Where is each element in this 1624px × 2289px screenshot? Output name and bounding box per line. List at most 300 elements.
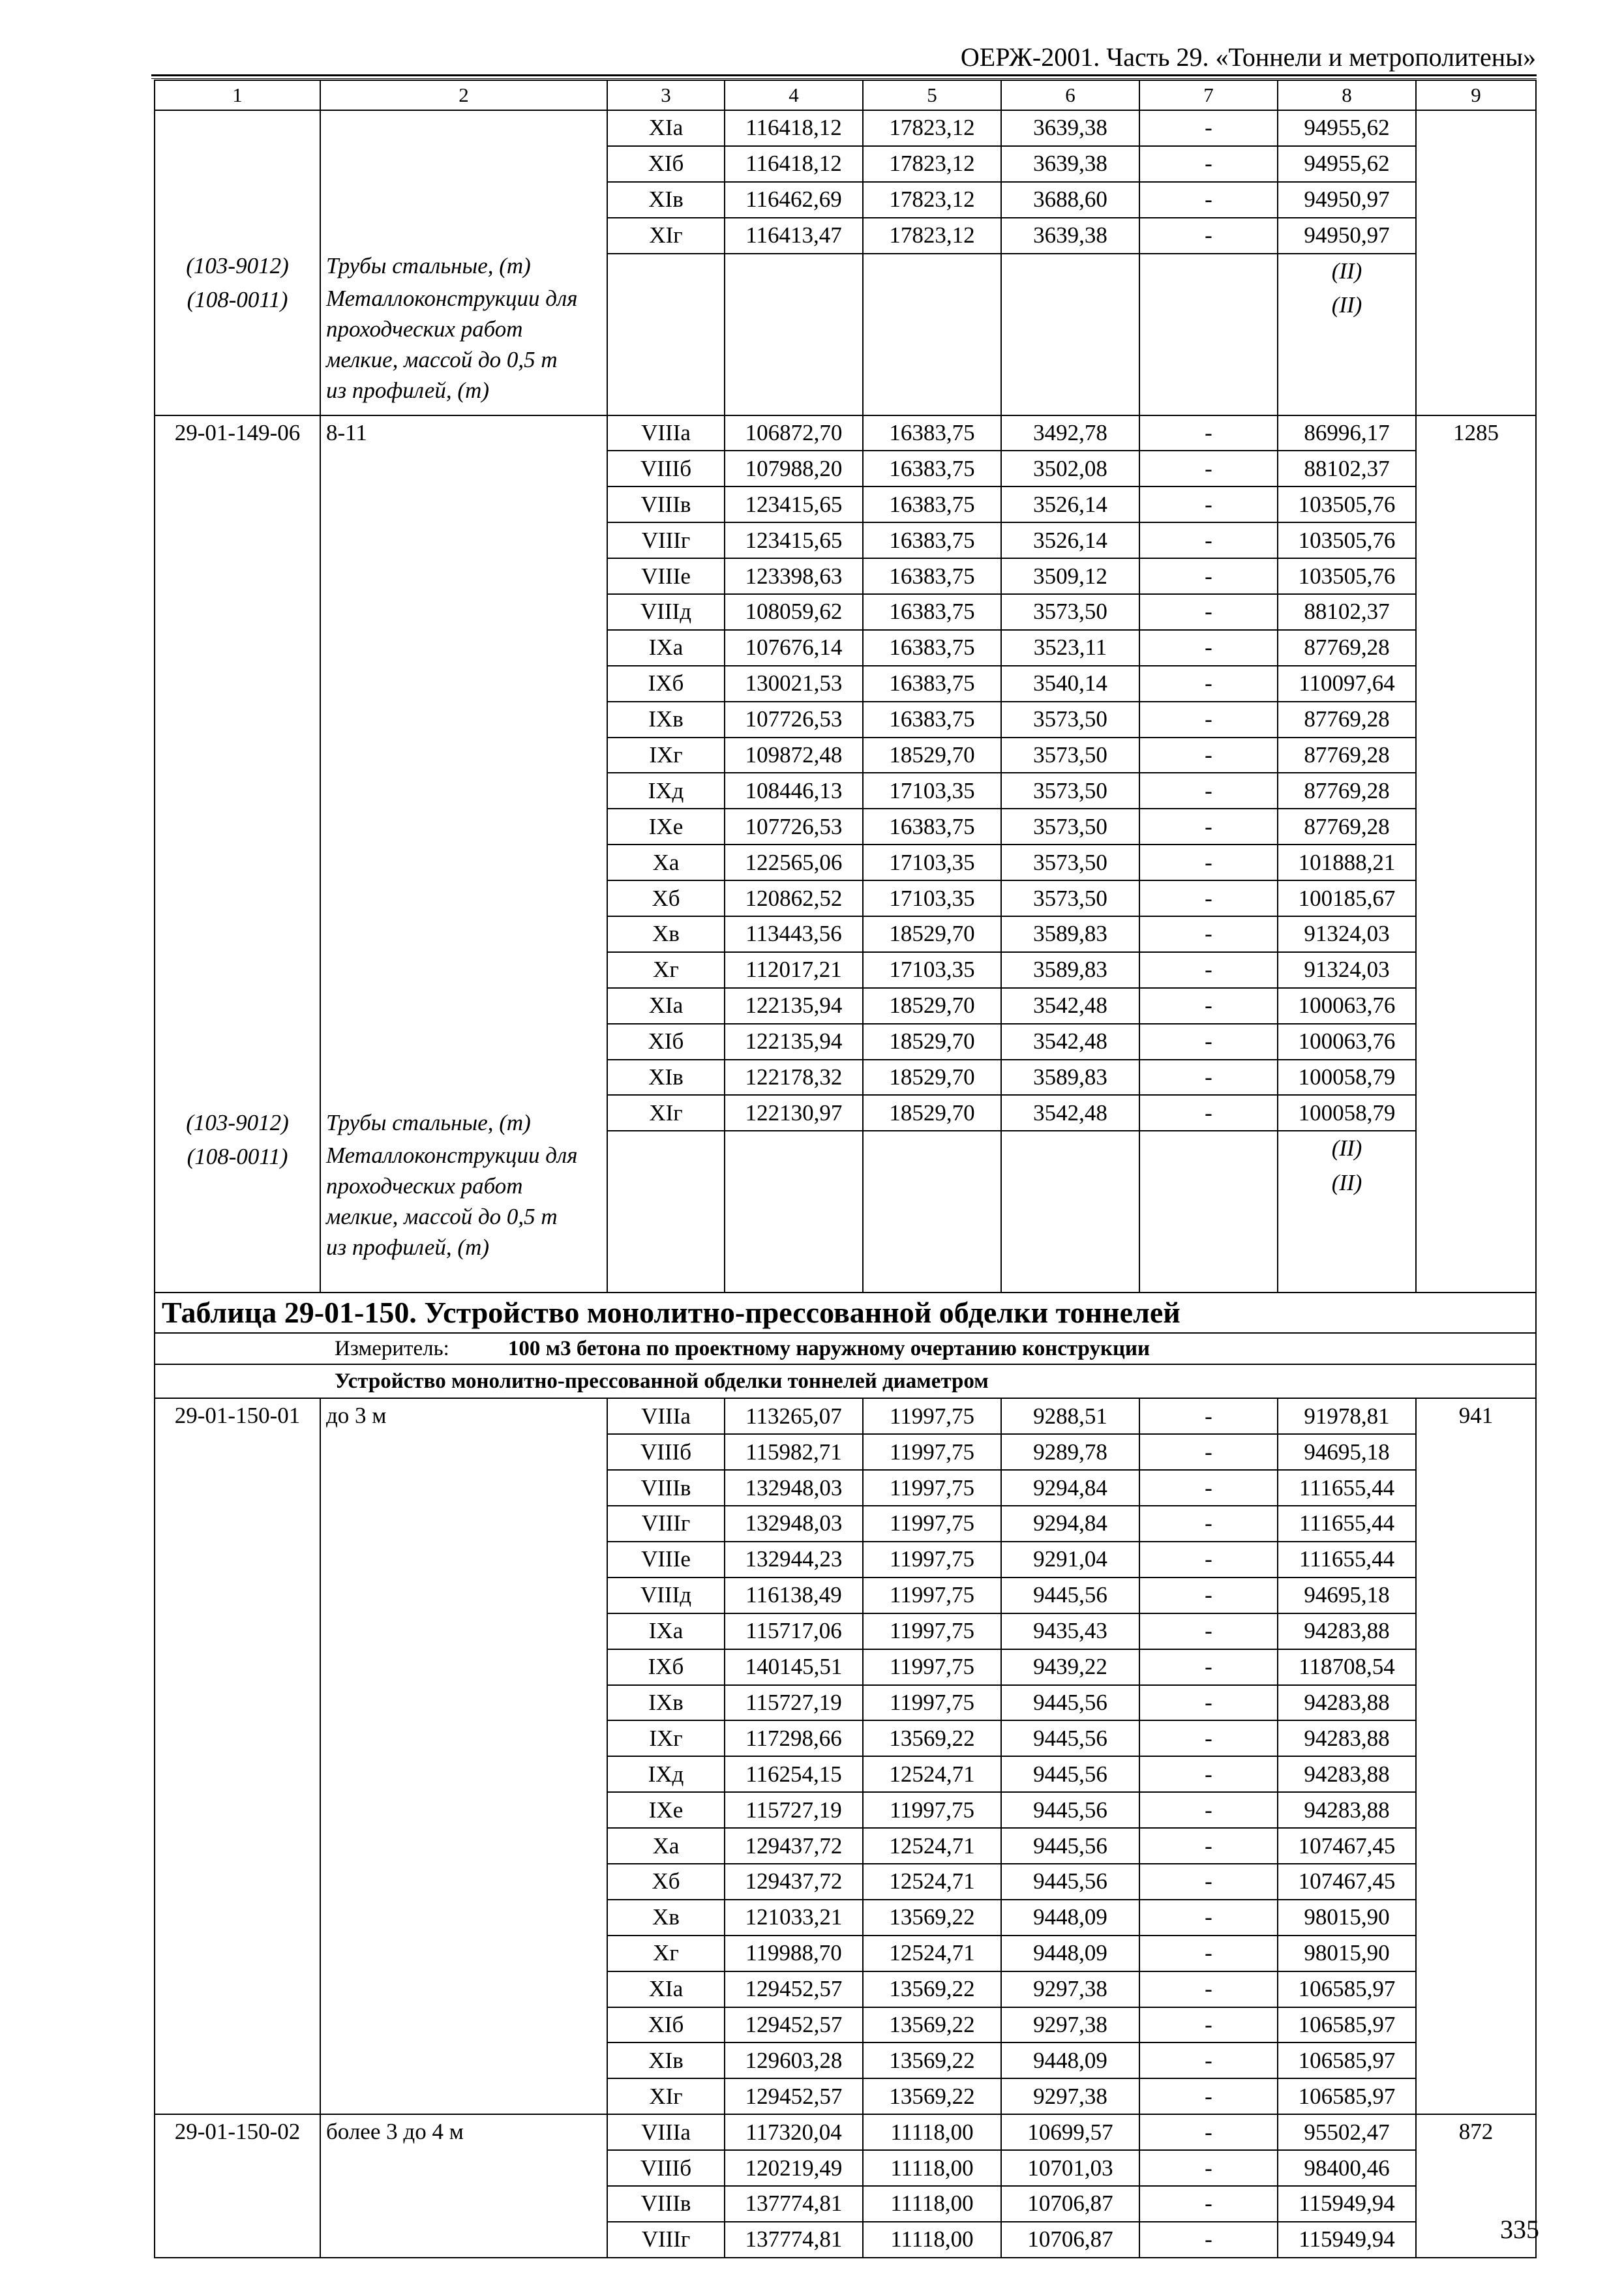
total-cost: 120862,52	[725, 880, 863, 916]
machines: 3573,50	[1001, 594, 1139, 630]
materials: 101888,21	[1278, 845, 1416, 880]
machines: 9297,38	[1001, 2007, 1139, 2043]
total-cost: 117298,66	[725, 1720, 863, 1756]
total-cost: 113443,56	[725, 916, 863, 952]
wages: 13569,22	[863, 2007, 1001, 2043]
total-cost: 122135,94	[725, 1024, 863, 1060]
region-code: VIIIд	[607, 594, 725, 630]
col9-value: 941	[1458, 1403, 1494, 1429]
total-cost: 108059,62	[725, 594, 863, 630]
wages: 11997,75	[863, 1470, 1001, 1506]
col9-cell	[1416, 415, 1536, 1293]
resource-code: (103-9012)	[186, 252, 289, 278]
resource-mark: (II)	[1331, 258, 1362, 284]
column-number: 4	[725, 80, 863, 110]
measure-row	[155, 1333, 1536, 1364]
resource-marks	[1278, 254, 1416, 415]
machines: 9294,84	[1001, 1470, 1139, 1506]
machines: 3542,48	[1001, 1095, 1139, 1131]
materials: 115949,94	[1278, 2222, 1416, 2258]
region-code: VIIIб	[607, 1434, 725, 1470]
materials: 87769,28	[1278, 630, 1416, 666]
materials-excl: -	[1139, 1685, 1278, 1721]
wages: 11118,00	[863, 2114, 1001, 2150]
total-cost: 107726,53	[725, 702, 863, 738]
resource-name-line: проходческих работ	[326, 316, 523, 342]
empty-cell	[725, 1131, 863, 1293]
total-cost: 137774,81	[725, 2186, 863, 2222]
materials: 94695,18	[1278, 1434, 1416, 1470]
materials: 87769,28	[1278, 738, 1416, 773]
item-description: до 3 м	[326, 1403, 387, 1429]
wages: 11118,00	[863, 2222, 1001, 2258]
wages: 11997,75	[863, 1649, 1001, 1685]
region-code: XIб	[607, 2007, 725, 2043]
materials: 111655,44	[1278, 1542, 1416, 1578]
total-cost: 117320,04	[725, 2114, 863, 2150]
materials-excl: -	[1139, 702, 1278, 738]
materials-excl: -	[1139, 916, 1278, 952]
region-code: XIб	[607, 1024, 725, 1060]
column-number: 5	[863, 80, 1001, 110]
description-cell	[320, 110, 607, 415]
header-rule-thin	[151, 78, 1537, 79]
resource-code: (108-0011)	[187, 1144, 288, 1170]
page-number: 335	[1500, 2215, 1539, 2244]
materials-excl: -	[1139, 666, 1278, 702]
machines: 3573,50	[1001, 738, 1139, 773]
wages: 11997,75	[863, 1542, 1001, 1578]
total-cost: 108446,13	[725, 773, 863, 809]
machines: 9439,22	[1001, 1649, 1139, 1685]
machines: 3573,50	[1001, 845, 1139, 880]
region-code: VIIIa	[607, 2114, 725, 2150]
materials: 115949,94	[1278, 2186, 1416, 2222]
empty-cell	[1001, 1131, 1139, 1293]
materials-excl: -	[1139, 1613, 1278, 1649]
resource-mark: (II)	[1331, 1135, 1362, 1161]
materials: 98015,90	[1278, 1936, 1416, 1971]
materials: 94955,62	[1278, 146, 1416, 182]
materials: 103505,76	[1278, 486, 1416, 522]
resource-mark: (II)	[1331, 292, 1362, 318]
empty-cell	[607, 254, 725, 415]
machines: 9448,09	[1001, 1936, 1139, 1971]
materials: 94283,88	[1278, 1792, 1416, 1828]
total-cost: 123415,65	[725, 522, 863, 558]
materials-excl: -	[1139, 1720, 1278, 1756]
materials-excl: -	[1139, 522, 1278, 558]
wages: 16383,75	[863, 809, 1001, 845]
total-cost: 107726,53	[725, 809, 863, 845]
materials-excl: -	[1139, 146, 1278, 182]
region-code: VIIIг	[607, 522, 725, 558]
region-code: XIг	[607, 2078, 725, 2114]
wages: 17823,12	[863, 182, 1001, 218]
materials-excl: -	[1139, 1542, 1278, 1578]
materials: 100063,76	[1278, 1024, 1416, 1060]
region-code: VIIIб	[607, 2150, 725, 2186]
machines: 3542,48	[1001, 1024, 1139, 1060]
materials: 94283,88	[1278, 1720, 1416, 1756]
total-cost: 140145,51	[725, 1649, 863, 1685]
wages: 11997,75	[863, 1685, 1001, 1721]
materials-excl: -	[1139, 952, 1278, 988]
total-cost: 132944,23	[725, 1542, 863, 1578]
total-cost: 122178,32	[725, 1060, 863, 1096]
materials-excl: -	[1139, 1756, 1278, 1792]
wages: 11997,75	[863, 1613, 1001, 1649]
machines: 3523,11	[1001, 630, 1139, 666]
column-number: 1	[155, 80, 320, 110]
materials-excl: -	[1139, 773, 1278, 809]
resource-name-line: мелкие, массой до 0,5 т	[326, 1204, 558, 1230]
region-code: Xв	[607, 1900, 725, 1936]
wages: 17823,12	[863, 146, 1001, 182]
item-code: 29-01-150-02	[174, 2119, 301, 2145]
description-cell	[320, 415, 607, 1293]
resource-name: Трубы стальные, (т)	[326, 252, 531, 278]
wages: 16383,75	[863, 630, 1001, 666]
wages: 17823,12	[863, 110, 1001, 146]
total-cost: 106872,70	[725, 415, 863, 451]
table-row	[155, 110, 1536, 146]
region-code: XIa	[607, 988, 725, 1024]
wages: 12524,71	[863, 1936, 1001, 1971]
resource-name-line: мелкие, массой до 0,5 т	[326, 347, 558, 373]
machines: 3589,83	[1001, 952, 1139, 988]
machines: 9445,56	[1001, 1756, 1139, 1792]
total-cost: 109872,48	[725, 738, 863, 773]
wages: 16383,75	[863, 486, 1001, 522]
materials: 87769,28	[1278, 702, 1416, 738]
item-code: 29-01-150-01	[174, 1403, 301, 1429]
column-number: 7	[1139, 80, 1278, 110]
resource-name-line: из профилей, (т)	[326, 1234, 490, 1261]
materials-excl: -	[1139, 1864, 1278, 1900]
materials-excl: -	[1139, 2114, 1278, 2150]
region-code: IXе	[607, 1792, 725, 1828]
total-cost: 132948,03	[725, 1506, 863, 1542]
materials-excl: -	[1139, 1578, 1278, 1613]
running-header: ОЕРЖ-2001. Часть 29. «Тоннели и метрополитены»	[960, 42, 1536, 72]
total-cost: 116413,47	[725, 218, 863, 254]
materials: 86996,17	[1278, 415, 1416, 451]
col9-value: 1285	[1453, 419, 1499, 445]
region-code: IXд	[607, 1756, 725, 1792]
materials: 94695,18	[1278, 1578, 1416, 1613]
wages: 13569,22	[863, 1720, 1001, 1756]
column-numbers-row	[155, 80, 1536, 110]
total-cost: 115982,71	[725, 1434, 863, 1470]
total-cost: 129452,57	[725, 1971, 863, 2007]
wages: 16383,75	[863, 702, 1001, 738]
machines: 9289,78	[1001, 1434, 1139, 1470]
total-cost: 116418,12	[725, 110, 863, 146]
materials: 100058,79	[1278, 1095, 1416, 1131]
materials-excl: -	[1139, 809, 1278, 845]
empty-cell	[863, 254, 1001, 415]
subheading-row	[155, 1364, 1536, 1398]
machines: 3573,50	[1001, 880, 1139, 916]
table-row	[155, 2114, 1536, 2150]
machines: 3688,60	[1001, 182, 1139, 218]
resource-name-line: Металлоконструкции для	[326, 286, 578, 312]
region-code: XIб	[607, 146, 725, 182]
resource-code: (108-0011)	[187, 287, 288, 313]
measure-label: Измеритель:	[335, 1337, 449, 1361]
materials: 94955,62	[1278, 110, 1416, 146]
description-cell	[320, 1398, 607, 2114]
total-cost: 122135,94	[725, 988, 863, 1024]
region-code: Xa	[607, 845, 725, 880]
wages: 16383,75	[863, 415, 1001, 451]
region-code: Xб	[607, 880, 725, 916]
materials: 94950,97	[1278, 218, 1416, 254]
wages: 17103,35	[863, 880, 1001, 916]
machines: 10706,87	[1001, 2222, 1139, 2258]
materials-excl: -	[1139, 738, 1278, 773]
materials-excl: -	[1139, 1398, 1278, 1434]
item-description: 8-11	[326, 419, 367, 445]
wages: 13569,22	[863, 2042, 1001, 2078]
empty-cell	[725, 254, 863, 415]
item-description: более 3 до 4 м	[326, 2119, 464, 2145]
total-cost: 129603,28	[725, 2042, 863, 2078]
wages: 16383,75	[863, 666, 1001, 702]
region-code: IXг	[607, 1720, 725, 1756]
col9-cell	[1416, 1398, 1536, 2114]
region-code: IXе	[607, 809, 725, 845]
total-cost: 129437,72	[725, 1828, 863, 1864]
materials: 88102,37	[1278, 594, 1416, 630]
materials: 106585,97	[1278, 2042, 1416, 2078]
materials-excl: -	[1139, 988, 1278, 1024]
machines: 3526,14	[1001, 486, 1139, 522]
resource-name-line: из профилей, (т)	[326, 378, 490, 404]
region-code: VIIIa	[607, 1398, 725, 1434]
materials: 106585,97	[1278, 1971, 1416, 2007]
wages: 16383,75	[863, 558, 1001, 594]
materials: 98015,90	[1278, 1900, 1416, 1936]
total-cost: 123398,63	[725, 558, 863, 594]
materials-excl: -	[1139, 1936, 1278, 1971]
wages: 11118,00	[863, 2150, 1001, 2186]
code-cell	[155, 2114, 320, 2258]
materials: 111655,44	[1278, 1506, 1416, 1542]
materials-excl: -	[1139, 2042, 1278, 2078]
machines: 9297,38	[1001, 2078, 1139, 2114]
region-code: Xв	[607, 916, 725, 952]
materials: 91324,03	[1278, 952, 1416, 988]
machines: 9448,09	[1001, 2042, 1139, 2078]
machines: 9445,56	[1001, 1685, 1139, 1721]
region-code: IXв	[607, 1685, 725, 1721]
region-code: VIIIе	[607, 1542, 725, 1578]
region-code: VIIIв	[607, 1470, 725, 1506]
materials: 106585,97	[1278, 2007, 1416, 2043]
total-cost: 115727,19	[725, 1792, 863, 1828]
region-code: VIIIa	[607, 415, 725, 451]
machines: 9445,56	[1001, 1864, 1139, 1900]
col9-value: 872	[1458, 2119, 1494, 2145]
materials-excl: -	[1139, 1792, 1278, 1828]
machines: 9445,56	[1001, 1828, 1139, 1864]
region-code: XIa	[607, 1971, 725, 2007]
wages: 18529,70	[863, 1024, 1001, 1060]
total-cost: 129452,57	[725, 2007, 863, 2043]
machines: 9448,09	[1001, 1900, 1139, 1936]
region-code: VIIIд	[607, 1578, 725, 1613]
region-code: VIIIе	[607, 558, 725, 594]
materials-excl: -	[1139, 2186, 1278, 2222]
materials-excl: -	[1139, 845, 1278, 880]
machines: 3492,78	[1001, 415, 1139, 451]
description-cell	[320, 2114, 607, 2258]
materials: 118708,54	[1278, 1649, 1416, 1685]
total-cost: 122565,06	[725, 845, 863, 880]
wages: 18529,70	[863, 988, 1001, 1024]
materials: 106585,97	[1278, 2078, 1416, 2114]
total-cost: 129452,57	[725, 2078, 863, 2114]
total-cost: 119988,70	[725, 1936, 863, 1971]
materials: 100058,79	[1278, 1060, 1416, 1096]
total-cost: 122130,97	[725, 1095, 863, 1131]
wages: 12524,71	[863, 1828, 1001, 1864]
wages: 17103,35	[863, 845, 1001, 880]
total-cost: 123415,65	[725, 486, 863, 522]
code-cell	[155, 110, 320, 415]
machines: 9288,51	[1001, 1398, 1139, 1434]
region-code: XIв	[607, 2042, 725, 2078]
column-number: 3	[607, 80, 725, 110]
wages: 17103,35	[863, 773, 1001, 809]
resource-mark: (II)	[1331, 1170, 1362, 1196]
empty-cell	[607, 1131, 725, 1293]
total-cost: 115717,06	[725, 1613, 863, 1649]
table-title: Таблица 29-01-150. Устройство монолитно-прессованной обделки тоннелей	[155, 1293, 1536, 1333]
wages: 13569,22	[863, 1971, 1001, 2007]
materials: 91978,81	[1278, 1398, 1416, 1434]
total-cost: 112017,21	[725, 952, 863, 988]
wages: 12524,71	[863, 1756, 1001, 1792]
wages: 17103,35	[863, 952, 1001, 988]
region-code: IXд	[607, 773, 725, 809]
table-row	[155, 415, 1536, 451]
wages: 17823,12	[863, 218, 1001, 254]
materials: 100185,67	[1278, 880, 1416, 916]
machines: 3639,38	[1001, 110, 1139, 146]
wages: 13569,22	[863, 1900, 1001, 1936]
machines: 3589,83	[1001, 1060, 1139, 1096]
materials: 103505,76	[1278, 522, 1416, 558]
wages: 18529,70	[863, 916, 1001, 952]
materials-excl: -	[1139, 2222, 1278, 2258]
materials-excl: -	[1139, 1506, 1278, 1542]
wages: 16383,75	[863, 522, 1001, 558]
region-code: Xг	[607, 1936, 725, 1971]
materials: 88102,37	[1278, 451, 1416, 486]
measure-value: 100 м3 бетона по проектному наружному очертанию конструкции	[507, 1337, 1150, 1361]
wages: 11118,00	[863, 2186, 1001, 2222]
resource-name-line: проходческих работ	[326, 1173, 523, 1199]
materials-excl: -	[1139, 2078, 1278, 2114]
measure-cell	[155, 1333, 1536, 1364]
column-number: 8	[1278, 80, 1416, 110]
header-rule	[151, 74, 1537, 76]
region-code: Xa	[607, 1828, 725, 1864]
resource-code: (103-9012)	[186, 1109, 289, 1135]
machines: 10699,57	[1001, 2114, 1139, 2150]
materials-excl: -	[1139, 110, 1278, 146]
code-cell	[155, 415, 320, 1293]
materials: 94950,97	[1278, 182, 1416, 218]
total-cost: 129437,72	[725, 1864, 863, 1900]
materials: 103505,76	[1278, 558, 1416, 594]
machines: 10701,03	[1001, 2150, 1139, 2186]
total-cost: 132948,03	[725, 1470, 863, 1506]
materials-excl: -	[1139, 1434, 1278, 1470]
materials: 94283,88	[1278, 1685, 1416, 1721]
total-cost: 107988,20	[725, 451, 863, 486]
materials: 100063,76	[1278, 988, 1416, 1024]
region-code: IXб	[607, 1649, 725, 1685]
wages: 11997,75	[863, 1434, 1001, 1470]
wages: 16383,75	[863, 451, 1001, 486]
wages: 16383,75	[863, 594, 1001, 630]
materials: 94283,88	[1278, 1613, 1416, 1649]
machines: 3509,12	[1001, 558, 1139, 594]
materials: 87769,28	[1278, 773, 1416, 809]
materials-excl: -	[1139, 630, 1278, 666]
materials-excl: -	[1139, 182, 1278, 218]
materials-excl: -	[1139, 1649, 1278, 1685]
materials-excl: -	[1139, 880, 1278, 916]
region-code: XIв	[607, 1060, 725, 1096]
machines: 3573,50	[1001, 702, 1139, 738]
materials-excl: -	[1139, 1060, 1278, 1096]
subheading: Устройство монолитно-прессованной обделки тоннелей диаметром	[155, 1364, 1536, 1398]
code-cell	[155, 1398, 320, 2114]
rates-table	[154, 80, 1537, 2258]
machines: 9435,43	[1001, 1613, 1139, 1649]
machines: 3526,14	[1001, 522, 1139, 558]
region-code: Xг	[607, 952, 725, 988]
column-number: 2	[320, 80, 607, 110]
region-code: IXa	[607, 1613, 725, 1649]
materials-excl: -	[1139, 451, 1278, 486]
materials: 95502,47	[1278, 2114, 1416, 2150]
materials: 87769,28	[1278, 809, 1416, 845]
materials-excl: -	[1139, 2150, 1278, 2186]
wages: 18529,70	[863, 1095, 1001, 1131]
materials-excl: -	[1139, 594, 1278, 630]
region-code: IXв	[607, 702, 725, 738]
materials-excl: -	[1139, 1900, 1278, 1936]
machines: 9294,84	[1001, 1506, 1139, 1542]
empty-cell	[1001, 254, 1139, 415]
wages: 11997,75	[863, 1578, 1001, 1613]
total-cost: 115727,19	[725, 1685, 863, 1721]
total-cost: 113265,07	[725, 1398, 863, 1434]
resource-name: Трубы стальные, (т)	[326, 1109, 531, 1135]
wages: 18529,70	[863, 1060, 1001, 1096]
region-code: XIг	[607, 218, 725, 254]
total-cost: 116138,49	[725, 1578, 863, 1613]
materials-excl: -	[1139, 1024, 1278, 1060]
total-cost: 116418,12	[725, 146, 863, 182]
wages: 11997,75	[863, 1792, 1001, 1828]
